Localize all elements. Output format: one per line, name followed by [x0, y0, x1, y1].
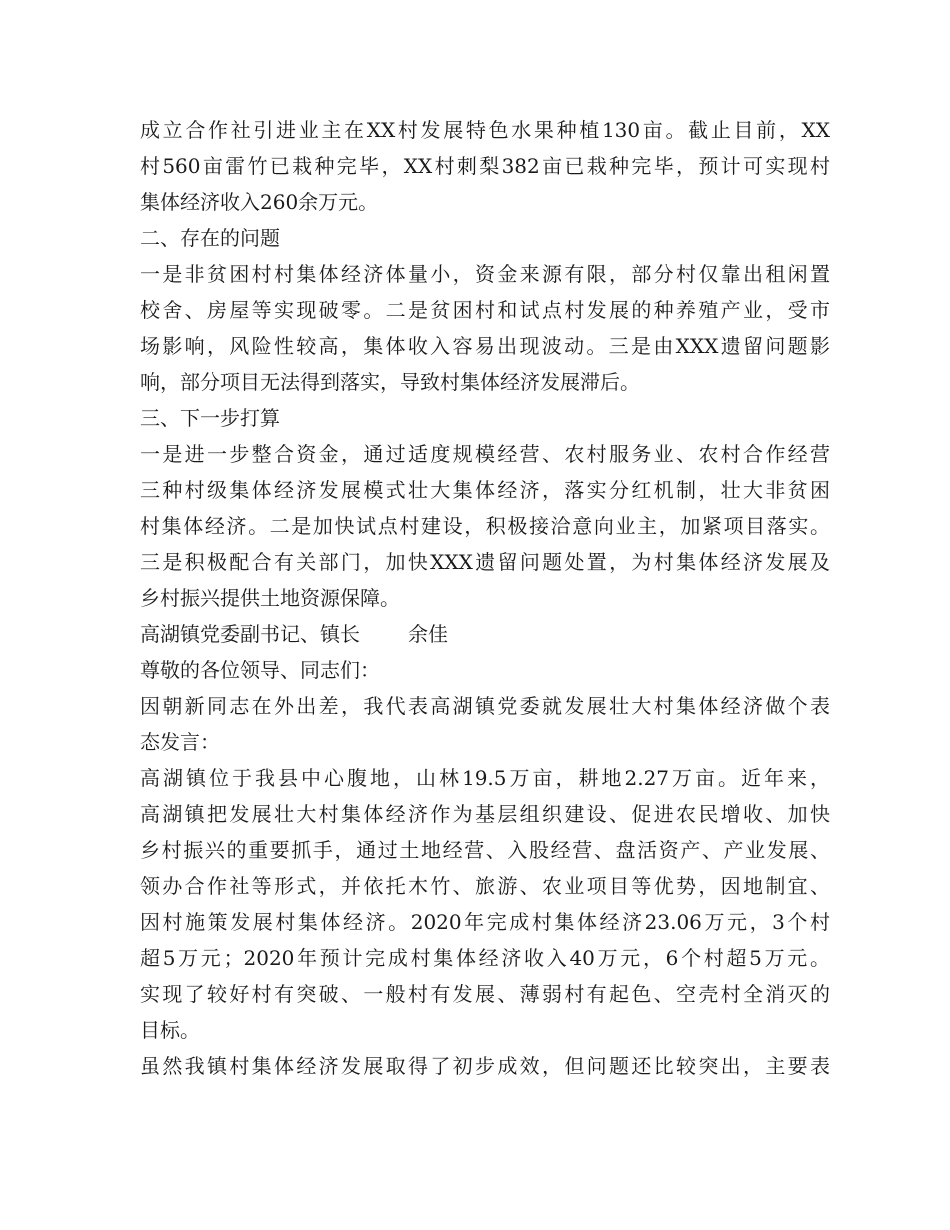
text-line: 一是进一步整合资金，通过适度规模经营、农村服务业、农村合作经营 [140, 442, 830, 466]
section-heading-next [140, 400, 830, 436]
paragraph-next-steps [140, 436, 830, 616]
speaker-title: 高湖镇党委副书记、镇长 [140, 622, 360, 646]
text-line: 态发言： [140, 730, 220, 754]
text-line: 三是积极配合有关部门，加快XXX遗留问题处置，为村集体经济发展及 [140, 550, 830, 574]
section-heading: 三、下一步打算 [140, 406, 280, 430]
text-line: 村集体经济。二是加快试点村建设，积极接洽意向业主，加紧项目落实。 [140, 514, 830, 538]
text-line: 高湖镇位于我县中心腹地，山林19.5万亩，耕地2.27万亩。近年来， [140, 766, 830, 790]
paragraph-greeting [140, 652, 830, 688]
text-line: 因村施策发展村集体经济。2020年完成村集体经济23.06万元，3个村 [140, 910, 830, 934]
text-line: 成立合作社引进业主在XX村发展特色水果种植130亩。截止目前，XX [140, 118, 830, 142]
text-line: 校舍、房屋等实现破零。二是贫困村和试点村发展的种养殖产业，受市 [140, 298, 830, 322]
paragraph-opening [140, 688, 830, 760]
speaker-name: 余佳 [408, 622, 448, 646]
document-body [140, 112, 830, 1084]
paragraph-overview [140, 760, 830, 1048]
text-line: 场影响，风险性较高，集体收入容易出现波动。三是由XXX遗留问题影 [140, 334, 830, 358]
text-line: 乡村振兴提供土地资源保障。 [140, 586, 400, 610]
speaker-line [140, 616, 830, 652]
text-line: 目标。 [140, 1018, 200, 1042]
text-line: 因朝新同志在外出差，我代表高湖镇党委就发展壮大村集体经济做个表 [140, 694, 830, 718]
text-line: 高湖镇把发展壮大村集体经济作为基层组织建设、促进农民增收、加快 [140, 802, 830, 826]
text-line: 超5万元；2020年预计完成村集体经济收入40万元，6个村超5万元。 [140, 946, 830, 970]
text-line: 一是非贫困村村集体经济体量小，资金来源有限，部分村仅靠出租闲置 [140, 262, 830, 286]
section-heading: 二、存在的问题 [140, 226, 280, 250]
paragraph-problems [140, 256, 830, 400]
text-line: 尊敬的各位领导、同志们： [140, 658, 380, 682]
text-line: 集体经济收入260余万元。 [140, 190, 379, 214]
text-line: 村560亩雷竹已栽种完毕，XX村刺梨382亩已栽种完毕，预计可实现村 [140, 154, 830, 178]
text-line: 乡村振兴的重要抓手，通过土地经营、入股经营、盘活资产、产业发展、 [140, 838, 830, 862]
text-line: 实现了较好村有突破、一般村有发展、薄弱村有起色、空壳村全消灭的 [140, 982, 830, 1006]
text-line: 三种村级集体经济发展模式壮大集体经济，落实分红机制，壮大非贫困 [140, 478, 830, 502]
text-line: 虽然我镇村集体经济发展取得了初步成效，但问题还比较突出，主要表 [140, 1054, 830, 1078]
text-line: 响，部分项目无法得到落实，导致村集体经济发展滞后。 [140, 370, 640, 394]
text-line: 领办合作社等形式，并依托木竹、旅游、农业项目等优势，因地制宜、 [140, 874, 830, 898]
paragraph-closing [140, 1048, 830, 1084]
paragraph-intro [140, 112, 830, 220]
section-heading-problems [140, 220, 830, 256]
